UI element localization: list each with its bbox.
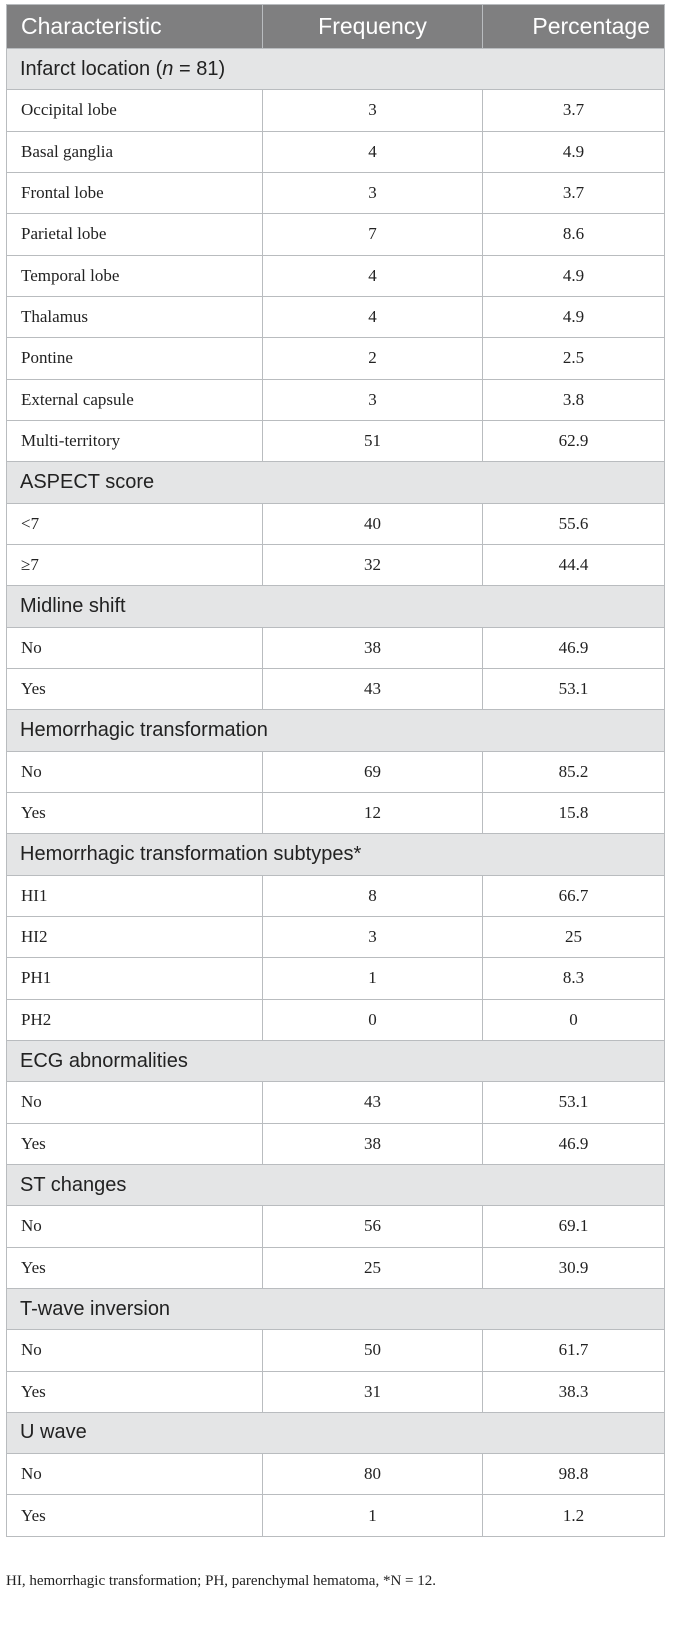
row-label: Temporal lobe [7,255,263,296]
table-row [7,90,665,131]
section-title: ASPECT score [7,462,665,503]
percentage-cell: 44.4 [483,544,665,585]
frequency-cell: 3 [263,90,483,131]
frequency-cell: 32 [263,544,483,585]
frequency-cell: 38 [263,627,483,668]
percentage-cell: 25 [483,916,665,957]
percentage-cell: 3.7 [483,90,665,131]
section-title [7,49,665,90]
section-title: Midline shift [7,586,665,627]
frequency-cell: 40 [263,503,483,544]
table-row [7,916,665,957]
table-row [7,1330,665,1371]
row-label: Multi-territory [7,420,263,461]
frequency-cell: 43 [263,668,483,709]
percentage-cell: 53.1 [483,1082,665,1123]
frequency-cell: 2 [263,338,483,379]
percentage-cell: 53.1 [483,668,665,709]
percentage-cell: 4.9 [483,296,665,337]
percentage-cell: 46.9 [483,1123,665,1164]
row-label: PH1 [7,958,263,999]
frequency-cell: 51 [263,420,483,461]
table-body [7,49,665,1537]
frequency-cell: 38 [263,1123,483,1164]
table-row [7,999,665,1040]
frequency-cell: 69 [263,751,483,792]
row-label: ≥7 [7,544,263,585]
section-title: Hemorrhagic transformation subtypes* [7,834,665,875]
frequency-cell: 1 [263,958,483,999]
percentage-cell: 2.5 [483,338,665,379]
section-header-row [7,1288,665,1329]
row-label: Thalamus [7,296,263,337]
percentage-cell: 61.7 [483,1330,665,1371]
frequency-cell: 3 [263,379,483,420]
table-row [7,875,665,916]
section-title: ECG abnormalities [7,1040,665,1081]
table-row [7,792,665,833]
frequency-cell: 80 [263,1454,483,1495]
percentage-cell: 3.7 [483,172,665,213]
section-header-row [7,49,665,90]
frequency-cell: 56 [263,1206,483,1247]
row-label: Yes [7,668,263,709]
table-row [7,958,665,999]
section-header-row [7,710,665,751]
table-row [7,1082,665,1123]
section-title: T-wave inversion [7,1288,665,1329]
frequency-cell: 4 [263,296,483,337]
percentage-cell: 46.9 [483,627,665,668]
percentage-cell: 0 [483,999,665,1040]
section-header-row [7,586,665,627]
table-row [7,1371,665,1412]
frequency-cell: 12 [263,792,483,833]
row-label: No [7,751,263,792]
table-row [7,751,665,792]
section-title-suffix: = 81) [173,57,226,80]
row-label: Yes [7,1247,263,1288]
percentage-cell: 69.1 [483,1206,665,1247]
row-label: HI1 [7,875,263,916]
table-footnote: HI, hemorrhagic transformation; PH, parenchymal hematoma, *N = 12. [6,1573,437,1589]
row-label: No [7,1330,263,1371]
section-title: ST changes [7,1164,665,1205]
header-percentage: Percentage [483,5,665,49]
percentage-cell: 1.2 [483,1495,665,1536]
section-title-prefix: Infarct location ( [20,57,163,80]
frequency-cell: 8 [263,875,483,916]
table-row [7,172,665,213]
row-label: No [7,1082,263,1123]
frequency-cell: 3 [263,916,483,957]
percentage-cell: 15.8 [483,792,665,833]
frequency-cell: 50 [263,1330,483,1371]
row-label: Yes [7,792,263,833]
table-row [7,1123,665,1164]
frequency-cell: 4 [263,255,483,296]
percentage-cell: 8.6 [483,214,665,255]
row-label: Basal ganglia [7,131,263,172]
percentage-cell: 66.7 [483,875,665,916]
section-title-italic: n [162,57,174,80]
table-row [7,379,665,420]
row-label: <7 [7,503,263,544]
table-row [7,296,665,337]
table-row [7,668,665,709]
frequency-cell: 43 [263,1082,483,1123]
row-label: Yes [7,1371,263,1412]
header-characteristic: Characteristic [7,5,263,49]
percentage-cell: 55.6 [483,503,665,544]
percentage-cell: 85.2 [483,751,665,792]
table-row [7,420,665,461]
header-row [7,5,665,49]
frequency-cell: 31 [263,1371,483,1412]
row-label: Occipital lobe [7,90,263,131]
table-row [7,1495,665,1536]
frequency-cell: 25 [263,1247,483,1288]
row-label: Pontine [7,338,263,379]
row-label: Frontal lobe [7,172,263,213]
table-row [7,1454,665,1495]
section-header-row [7,1040,665,1081]
percentage-cell: 4.9 [483,255,665,296]
percentage-cell: 38.3 [483,1371,665,1412]
section-title: U wave [7,1412,665,1453]
row-label: PH2 [7,999,263,1040]
row-label: No [7,627,263,668]
characteristics-table [6,4,665,1537]
table-row [7,131,665,172]
table-row [7,544,665,585]
table-row [7,338,665,379]
percentage-cell: 62.9 [483,420,665,461]
section-title: Hemorrhagic transformation [7,710,665,751]
table-row [7,1247,665,1288]
row-label: HI2 [7,916,263,957]
section-header-row [7,462,665,503]
section-header-row [7,834,665,875]
percentage-cell: 8.3 [483,958,665,999]
percentage-cell: 3.8 [483,379,665,420]
percentage-cell: 4.9 [483,131,665,172]
row-label: Parietal lobe [7,214,263,255]
row-label: No [7,1206,263,1247]
percentage-cell: 98.8 [483,1454,665,1495]
section-header-row [7,1412,665,1453]
table-row [7,214,665,255]
table-row [7,627,665,668]
frequency-cell: 3 [263,172,483,213]
row-label: No [7,1454,263,1495]
table-row [7,255,665,296]
frequency-cell: 1 [263,1495,483,1536]
percentage-cell: 30.9 [483,1247,665,1288]
row-label: External capsule [7,379,263,420]
table-container [6,4,664,1537]
row-label: Yes [7,1495,263,1536]
frequency-cell: 4 [263,131,483,172]
header-frequency: Frequency [263,5,483,49]
row-label: Yes [7,1123,263,1164]
table-row [7,503,665,544]
frequency-cell: 0 [263,999,483,1040]
frequency-cell: 7 [263,214,483,255]
table-row [7,1206,665,1247]
section-header-row [7,1164,665,1205]
